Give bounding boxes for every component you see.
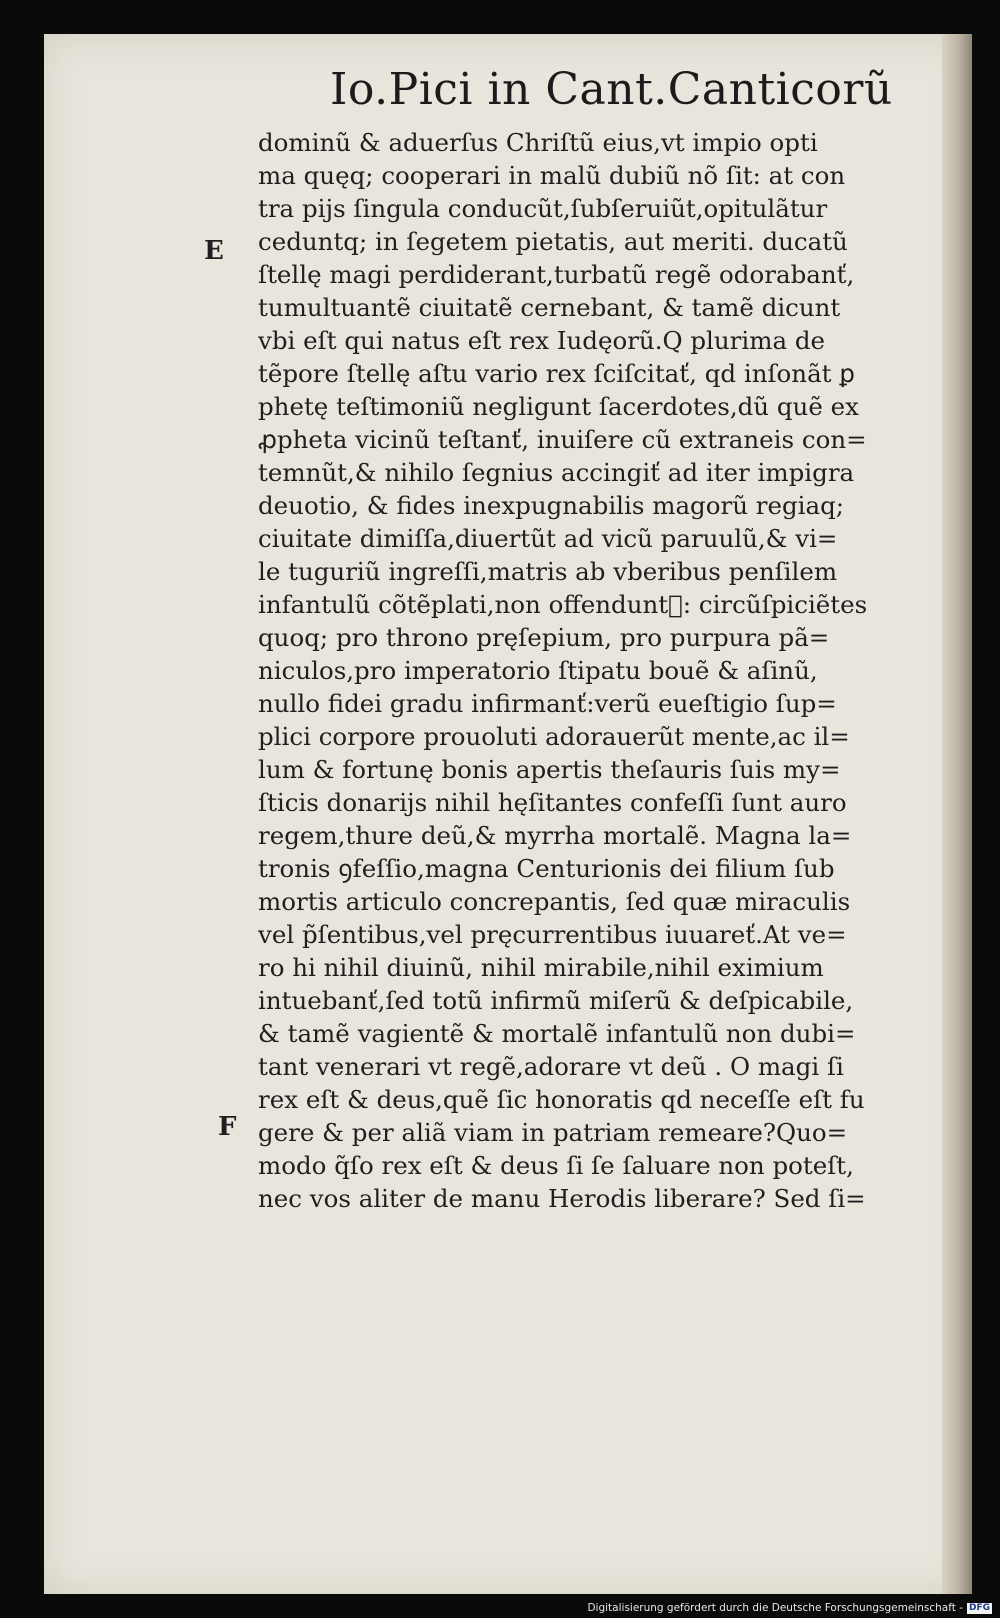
text-line: vel p̃ſentibus,vel pręcurrentibus iuuareť.At ve= (258, 920, 847, 949)
text-line: tumultuantẽ ciuitatẽ cernebant, & tamẽ dicunt (258, 293, 841, 322)
text-line: vbi eſt qui natus eſt rex Iudęorũ.Q plurima de (258, 326, 826, 355)
text-line: plici corpore prouoluti adorauerũt mente,ac il= (258, 722, 850, 751)
text-line: ꝓpheta vicinũ teſtanť, inuiſere cũ extraneis con= (258, 425, 867, 454)
text-line: tẽpore ſtellę aſtu vario rex ſciſcitať, qd inſonãt ꝑ (258, 359, 855, 388)
text-line: ſtellę magi perdiderant,turbatũ regẽ odorabanť, (258, 260, 855, 289)
text-line: nec vos aliter de manu Herodis liberare? Sed ſi= (258, 1184, 866, 1213)
marginal-letter-e: E (204, 236, 224, 266)
text-line: niculos,pro imperatorio ſtipatu bouẽ & aſinũ, (258, 656, 818, 685)
text-line: nullo fidei gradu infirmanť:verũ eueſtigio ſup= (258, 689, 837, 718)
text-line: ro hi nihil diuinũ, nihil mirabile,nihil eximium (258, 953, 824, 982)
text-line: tant venerari vt regẽ,adorare vt deũ . O magi ſi (258, 1052, 844, 1081)
digitization-footer (587, 1602, 992, 1614)
text-line: ſticis donarijs nihil hęſitantes confeſſi ſunt auro (258, 788, 847, 817)
text-line: ma quęq; cooperari in malũ dubiũ nõ ſit: at con (258, 161, 846, 190)
text-line: tra pijs ſingula conducũt,ſubſeruiũt,opitulãtur (258, 194, 828, 223)
text-line: & tamẽ vagientẽ & mortalẽ infantulũ non dubi= (258, 1019, 856, 1048)
text-line: ceduntq; in ſegetem pietatis, aut meriti. ducatũ (258, 227, 848, 256)
text-line: intuebanť,ſed totũ infirmũ miſerũ & deſpicabile, (258, 986, 854, 1015)
dfg-logo: DFG (968, 1602, 990, 1613)
text-line: tronis ꝯfeſſio,magna Centurionis dei filium ſub (258, 854, 835, 883)
text-line: mortis articulo concrepantis, ſed quæ miraculis (258, 887, 851, 916)
text-line: deuotio, & fides inexpugnabilis magorũ regiaq; (258, 491, 845, 520)
text-line: infantulũ cõtẽplati,non offenduntᷣ: circũſpiciẽtes (258, 590, 868, 619)
text-line: regem,thure deũ,& myrrha mortalẽ. Magna la= (258, 821, 852, 850)
text-line: modo q̃ſo rex eſt & deus ſi ſe ſaluare non poteſt, (258, 1151, 854, 1180)
text-line: dominũ & aduerſus Chriſtũ eius,vt impio opti (258, 128, 818, 157)
text-line: phetę teſtimoniũ negligunt ſacerdotes,dũ quẽ ex (258, 392, 859, 421)
text-line: temnũt,& nihilo ſegnius accingiť ad iter impigra (258, 458, 855, 487)
text-line: rex eſt & deus,quẽ ſic honoratis qd neceſſe eſt fu (258, 1085, 865, 1114)
text-line: ciuitate dimiſſa,diuertũt ad vicũ paruulũ,& vi= (258, 524, 838, 553)
text-line: quoq; pro throno pręſepium, pro purpura pã= (258, 623, 830, 652)
running-head: Io.Pici in Cant.Canticorũ (330, 64, 893, 115)
text-line: lum & fortunę bonis apertis theſauris ſuis my= (258, 755, 841, 784)
body-text (258, 126, 898, 1215)
marginal-letter-f: F (218, 1112, 237, 1142)
page-edge (942, 34, 972, 1594)
text-line: gere & per aliã viam in patriam remeare?Quo= (258, 1118, 848, 1147)
footer-credit-text: Digitalisierung gefördert durch die Deutsche Forschungsgemeinschaft - (587, 1602, 963, 1614)
text-line: le tuguriũ ingreſſi,matris ab vberibus penſilem (258, 557, 838, 586)
